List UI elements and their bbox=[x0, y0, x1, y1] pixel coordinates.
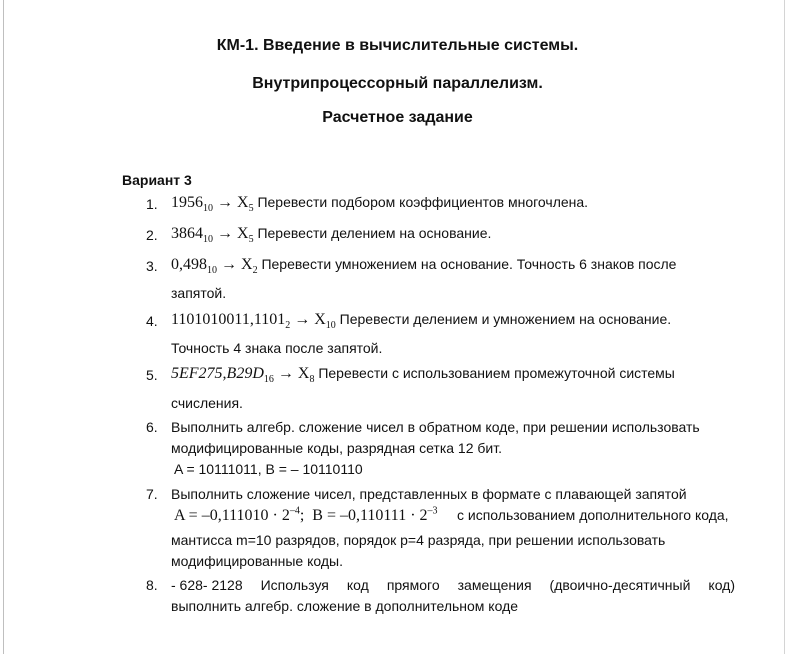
task-7-number: 7. bbox=[146, 486, 158, 502]
task-7-formula-text: с использованием дополнительного кода, bbox=[457, 507, 729, 523]
task-3-text: Перевести умножением на основание. Точность 6 знаков после bbox=[261, 256, 677, 272]
task-1-number: 1. bbox=[146, 196, 158, 212]
doc-subtitle: Внутрипроцессорный параллелизм. bbox=[252, 75, 543, 92]
task-8-word: замещения bbox=[457, 577, 532, 593]
task-3-continuation: запятой. bbox=[171, 285, 227, 301]
task-3-formula: $0,498_{10} \to X_2$ bbox=[171, 256, 258, 277]
task-8-text bbox=[171, 577, 735, 593]
task-8-word: - 628- 2128 bbox=[171, 577, 243, 593]
task-8-word: прямого bbox=[386, 577, 440, 593]
task-6-text: Выполнить алгебр. сложение чисел в обратном коде, при решении использовать bbox=[171, 419, 700, 435]
task-3-line bbox=[171, 256, 677, 277]
task-4-formula: $1101010011,1101_2 \to X_{10}$ bbox=[171, 311, 336, 332]
task-2-formula: $3864_{10} \to X_5$ bbox=[171, 225, 254, 246]
task-8-word: Используя bbox=[260, 577, 329, 593]
task-5-continuation: счисления. bbox=[171, 395, 243, 411]
task-6-number: 6. bbox=[146, 419, 158, 435]
task-6-continuation: модифицированные коды, разрядная сетка 12 бит. bbox=[171, 440, 502, 456]
task-5-line bbox=[171, 365, 675, 386]
task-4-number: 4. bbox=[146, 313, 158, 329]
task-2-text: Перевести делением на основание. bbox=[257, 225, 492, 241]
task-7-formula: $A = -0,111010 \cdot 2^{-4}$; $B = -0,110111 \cdot 2^{-3}$ bbox=[174, 505, 438, 524]
variant-heading: Вариант 3 bbox=[122, 172, 192, 188]
task-8-number: 8. bbox=[146, 577, 158, 593]
task-7-formula-line bbox=[174, 507, 729, 525]
task-5-number: 5. bbox=[146, 367, 158, 383]
task-5-formula: $5EF275,B29D_{16} \to X_8$ bbox=[171, 365, 315, 386]
task-2-line bbox=[171, 225, 492, 246]
task-4-text: Перевести делением и умножением на основание. bbox=[339, 311, 672, 327]
task-7-continuation-2: модифицированные коды. bbox=[171, 553, 343, 569]
task-3-number: 3. bbox=[146, 258, 158, 274]
task-2-number: 2. bbox=[146, 227, 158, 243]
task-1-text: Перевести подбором коэффициентов многочлена. bbox=[257, 194, 589, 210]
task-7-continuation: мантисса m=10 разрядов, порядок p=4 разряда, при решении использовать bbox=[171, 532, 666, 548]
task-6-values: A = 10111011, B = – 10110110 bbox=[174, 461, 363, 477]
task-5-text: Перевести с использованием промежуточной системы bbox=[318, 365, 675, 381]
task-8-word: (двоично-десятичный bbox=[549, 577, 691, 593]
doc-section-title: Расчетное задание bbox=[322, 109, 473, 126]
task-4-line bbox=[171, 311, 672, 332]
task-8-continuation: выполнить алгебр. сложение в дополнительном коде bbox=[171, 598, 519, 614]
task-4-continuation: Точность 4 знака после запятой. bbox=[171, 340, 383, 356]
page-edge-right bbox=[784, 0, 785, 654]
task-8-word: код) bbox=[708, 577, 735, 593]
task-1-formula: $1956_{10} \to X_5$ bbox=[171, 194, 254, 215]
doc-title: КМ-1. Введение в вычислительные системы. bbox=[216, 37, 579, 54]
page-edge-left bbox=[3, 0, 4, 654]
task-8-word: код bbox=[346, 577, 369, 593]
task-1-line bbox=[171, 194, 589, 215]
task-7-text: Выполнить сложение чисел, представленных в формате с плавающей запятой bbox=[171, 486, 687, 502]
